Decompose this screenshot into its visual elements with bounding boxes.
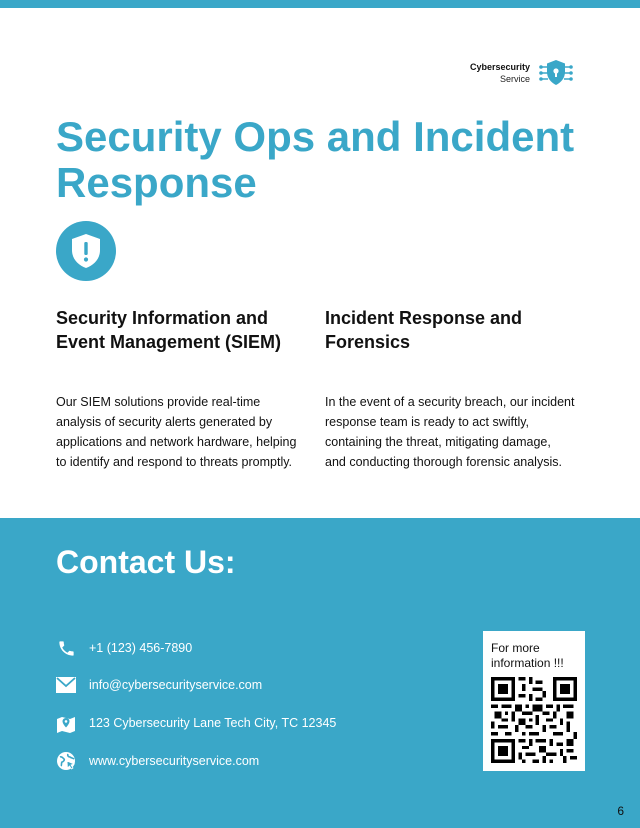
- incident-response-heading: Incident Response and Forensics: [325, 308, 523, 352]
- siem-section: [56, 306, 306, 472]
- phone-icon: [56, 638, 76, 658]
- contact-phone-row: [56, 638, 192, 658]
- qr-code[interactable]: [491, 677, 577, 763]
- contact-website-row: [56, 751, 259, 771]
- page-title: Security Ops and Incident Response: [56, 113, 575, 206]
- brand-name: Cybersecurity: [469, 62, 530, 72]
- contact-email[interactable]: info@cybersecurityservice.com: [89, 678, 263, 692]
- incident-response-description: In the event of a security breach, our incident response team is ready to act swiftly, containing the threat, mitigating damage, and conducting thorough forensic analysis.: [325, 395, 575, 469]
- qr-card: [483, 631, 585, 771]
- shield-exclamation-icon: [68, 232, 104, 270]
- contact-website[interactable]: www.cybersecurityservice.com: [89, 754, 260, 768]
- siem-description: Our SIEM solutions provide real-time analysis of security alerts generated by applications and network hardware, helping to identify and respond to threats promptly.: [56, 395, 297, 469]
- incident-response-section: [325, 306, 575, 472]
- contact-phone[interactable]: +1 (123) 456-7890: [89, 641, 193, 655]
- page-number: 6: [617, 804, 624, 818]
- contact-email-row: [56, 675, 262, 695]
- shield-lock-logo-icon: [538, 58, 574, 88]
- globe-cursor-icon: [56, 751, 76, 771]
- contact-address-row: [56, 713, 336, 733]
- top-accent-bar: [0, 0, 640, 8]
- contact-panel: [0, 518, 640, 828]
- brand-subtitle: Service: [499, 74, 530, 84]
- envelope-icon: [56, 675, 76, 695]
- contact-address: 123 Cybersecurity Lane Tech City, TC 12345: [89, 716, 337, 730]
- contact-title: Contact Us:: [56, 544, 236, 580]
- shield-alert-badge: [56, 221, 116, 281]
- brand-header: [470, 58, 574, 88]
- siem-heading: Security Information and Event Management (SIEM): [56, 308, 282, 352]
- qr-label: For more information !!!: [491, 641, 564, 670]
- map-pin-icon: [56, 713, 76, 733]
